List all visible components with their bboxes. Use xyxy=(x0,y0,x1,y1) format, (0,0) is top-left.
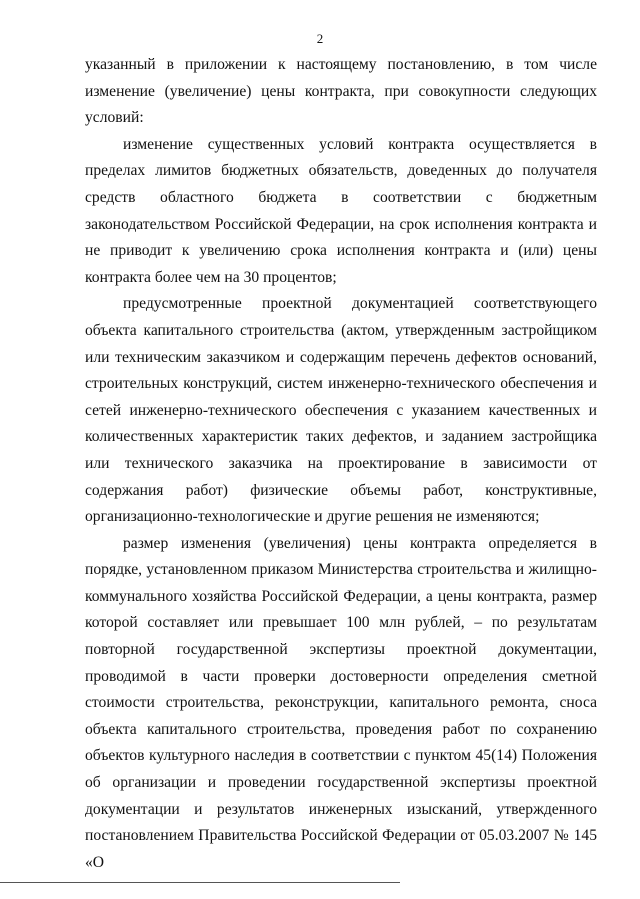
paragraph-condition-limits: изменение существенных условий контракта осуществляется в пределах лимитов бюджетных обязательств, доведенных до получателя средств областного бюджета в соответствии с бюджетным законодательством Российской Федерации, на срок исполнения контракта и не приводит к увеличению срока исполнения контракта и (или) цены контракта более чем на 30 процентов; xyxy=(85,135,597,286)
footer-divider xyxy=(0,882,400,883)
paragraph-condition-project-docs: предусмотренные проектной документацией соответствующего объекта капитального строительства (актом, утвержденным застройщиком или техническим заказчиком и содержащим перечень дефектов оснований, строительных конструкций, систем инженерно-технического обеспечения и сетей инженерно-технического обеспечения с указанием качественных и количественных характеристик таких дефектов, и заданием застройщика или технического заказчика на проектирование в зависимости от содержания работ) физические объемы работ, конструктивные, организационно-технологические и другие решения не изменяются; xyxy=(85,295,597,526)
page-number: 2 xyxy=(316,31,324,46)
paragraph-intro: указанный в приложении к настоящему постановлению, в том числе изменение (увеличение) цены контракта, при совокупности следующих условий: xyxy=(85,56,597,127)
paragraph-condition-price-change: размер изменения (увеличения) цены контракта определяется в порядке, установленном приказом Министерства строительства и жилищно-коммунального хозяйства Российской Федерации, а цены контракта, размер которой составляет или превышает 100 млн рублей, – по результатам повторной государственной экспертизы проектной документации, проводимой в части проверки достоверности определения сметной стоимости строительства, реконструкции, капитального ремонта, сноса объекта капитального строительства, проведения работ по сохранению объектов культурного наследия в соответствии с пунктом 45(14) Положения об организации и проведении государственной экспертизы проектной документации и результатов инженерных изысканий, утвержденного постановлением Правительства Российской Федерации от 05.03.2007 № 145 «О xyxy=(85,534,597,871)
document-body xyxy=(85,52,597,876)
